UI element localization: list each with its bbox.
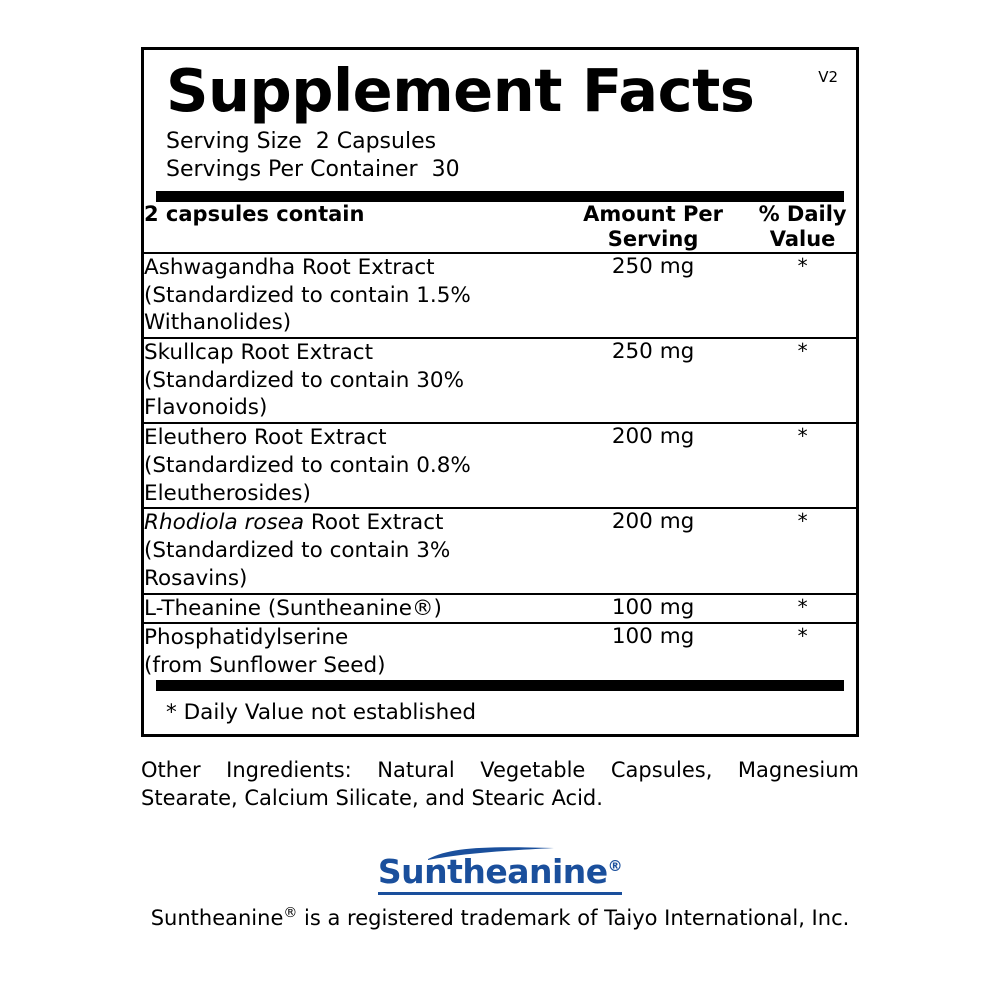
version-label: V2	[818, 68, 838, 86]
logo-underline	[378, 892, 622, 895]
page-title: Supplement Facts	[166, 56, 755, 125]
nutrition-table	[144, 202, 856, 680]
ingredient-name: Ashwagandha Root Extract	[144, 254, 435, 280]
serving-info	[144, 122, 856, 191]
ingredient-name-cell	[144, 508, 557, 593]
table-row	[144, 594, 856, 624]
trademark-notice	[0, 905, 1000, 930]
header-capsules-contain: 2 capsules contain	[144, 202, 365, 227]
serving-size-value: 2 Capsules	[315, 128, 437, 154]
trademark-part1: Suntheanine	[150, 906, 284, 930]
ingredient-name-italic: Rhodiola rosea	[144, 510, 305, 536]
trademark-mark: ®	[283, 905, 298, 921]
table-row	[144, 423, 856, 508]
ingredient-sub: (Standardized to contain 3% Rosavins)	[144, 538, 451, 591]
daily-value-footnote: * Daily Value not established	[166, 699, 477, 725]
ingredient-amount: 100 mg	[557, 594, 749, 624]
table-row	[144, 253, 856, 338]
wave-icon	[426, 846, 556, 862]
ingredient-name-cell	[144, 423, 557, 508]
ingredient-amount: 100 mg	[557, 623, 749, 679]
ingredient-name: Skullcap Root Extract	[144, 339, 374, 365]
table-row	[144, 508, 856, 593]
serving-size-label: Serving Size	[166, 128, 302, 154]
table-row	[144, 623, 856, 679]
table-row	[144, 338, 856, 423]
ingredient-daily-value: *	[749, 253, 856, 338]
divider-thick-bottom	[156, 680, 844, 691]
trademark-part2: is a registered trademark of Taiyo International, Inc.	[297, 906, 850, 930]
ingredient-sub: (Standardized to contain 1.5% Withanolides)	[144, 282, 471, 336]
ingredient-sub: (from Sunflower Seed)	[144, 653, 386, 679]
ingredient-name: Eleuthero Root Extract	[144, 425, 387, 451]
ingredient-name: Phosphatidylserine	[144, 625, 349, 651]
servings-per-container-value: 30	[431, 157, 460, 183]
ingredient-name-cell	[144, 594, 557, 624]
header-dv-line2: Value	[769, 227, 836, 252]
ingredient-sub: (Standardized to contain 30% Flavonoids)	[144, 367, 465, 421]
ingredient-daily-value: *	[749, 508, 856, 593]
header-dv-line1: % Daily	[758, 202, 847, 227]
table-header-row	[144, 202, 856, 253]
panel-header	[144, 50, 856, 125]
ingredient-name: Root Extract	[304, 510, 444, 536]
header-amount-line1: Amount Per	[583, 202, 723, 227]
suntheanine-logo	[378, 852, 622, 891]
suntheanine-logo-text: Suntheanine	[377, 852, 608, 891]
header-amount-line2: Serving	[607, 227, 699, 252]
ingredient-amount: 250 mg	[557, 253, 749, 338]
ingredient-daily-value: *	[749, 338, 856, 423]
ingredient-amount: 200 mg	[557, 508, 749, 593]
ingredient-name-cell	[144, 623, 557, 679]
ingredient-amount: 200 mg	[557, 423, 749, 508]
other-ingredients: Other Ingredients: Natural Vegetable Capsules, Magnesium Stearate, Calcium Silicate, and Stearic Acid.	[141, 758, 859, 810]
ingredient-amount: 250 mg	[557, 338, 749, 423]
ingredient-daily-value: *	[749, 423, 856, 508]
supplement-facts-panel	[141, 47, 859, 737]
ingredient-name-cell	[144, 338, 557, 423]
ingredient-daily-value: *	[749, 594, 856, 624]
servings-per-container-label: Servings Per Container	[166, 157, 418, 183]
ingredient-name-cell	[144, 253, 557, 338]
ingredient-daily-value: *	[749, 623, 856, 679]
serving-size-line	[166, 128, 856, 156]
suntheanine-logo-reg: ®	[607, 857, 623, 875]
ingredient-sub: (Standardized to contain 0.8% Eleutherosides)	[144, 452, 471, 506]
header-daily-value	[749, 202, 856, 253]
suntheanine-logo-container	[0, 852, 1000, 891]
header-amount-per-serving	[557, 202, 749, 253]
ingredient-name: L-Theanine (Suntheanine®)	[144, 595, 442, 621]
divider-thick-top	[156, 191, 844, 202]
servings-per-container-line	[166, 156, 856, 184]
